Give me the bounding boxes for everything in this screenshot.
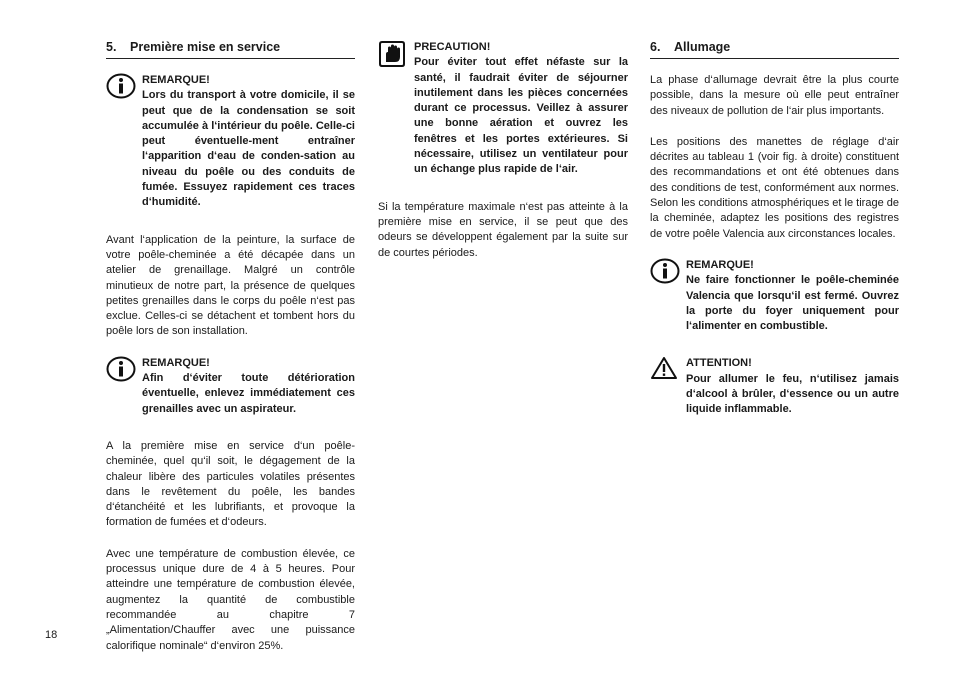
- paragraph-odours: Si la température maximale n‘est pas atteinte à la première mise en service, il se peut que des odeurs se développent également par la suite sur de courtes périodes.: [378, 200, 628, 259]
- note-text: Pour éviter tout effet néfaste sur la santé, il faudrait éviter de séjourner inutilement dans les pièces concernées durant ce processus. Veillez à assurer une bonne aération et ouvrez les fenêtres et les portes extérieures. Si nécessaire, utilisez un ventilateur pour un échange plus rapide de l‘air.: [414, 56, 628, 176]
- note-title: ATTENTION!: [686, 357, 752, 370]
- note-title: PRECAUTION!: [414, 41, 491, 53]
- precaution-note: [378, 40, 628, 178]
- note-text: Lors du transport à votre domicile, il se peut que de la condensation se soit accumulée à l‘intérieur du poêle. Celle-ci peut éventuelle-ment entraîner l‘apparition d‘eau de conden-sation au niveau du poêle ou des conduits de fumée. Essuyez rapidement ces traces d‘humidité.: [142, 89, 355, 209]
- hand-caution-icon: [378, 40, 414, 178]
- section-6-heading: [650, 40, 899, 59]
- column-3: [650, 40, 899, 440]
- paragraph-ignition-phase: La phase d‘allumage devrait être la plus courte possible, dans la mesure où elle peut entraîner des niveaux de pollution de l‘air plus importants.: [650, 74, 899, 117]
- note-title: REMARQUE!: [686, 258, 754, 271]
- section-5-heading: [106, 40, 355, 59]
- section-title: Allumage: [674, 40, 731, 54]
- info-icon: [106, 356, 142, 417]
- paragraph-first-use: A la première mise en service d‘un poêle-cheminée, quel qu‘il soit, le dégagement de la chaleur libère des particules volatiles présentes dans le revêtement du poêle, les bandes d‘étanchéité et les lubrifiants, et provoque la formation de fumées et d‘odeurs.: [106, 439, 355, 529]
- page-number: 18: [45, 629, 58, 641]
- info-icon: [650, 258, 686, 334]
- section-number: 5.: [106, 40, 117, 54]
- section-number: 6.: [650, 40, 661, 54]
- warning-triangle-icon: [650, 356, 686, 417]
- paragraph-air-settings: Les positions des manettes de réglage d‘air décrites au tableau 1 (voir fig. à droite) constituent des recommandations et ont été obtenues dans des conditions de test, conformément aux normes. Selon les conditions atmosphériques et le tirage de la cheminée, adaptez les positions des registres de votre poêle Valencia aux circonstances locales.: [650, 135, 899, 240]
- remark-note-condensation: [106, 73, 355, 211]
- attention-note: [650, 356, 899, 417]
- info-icon: [106, 73, 142, 211]
- note-title: REMARQUE!: [142, 74, 210, 86]
- remark-note-closed-door: [650, 258, 899, 334]
- note-text: Ne faire fonctionner le poêle-cheminée Valencia que lorsqu‘il est fermé. Ouvrez la porte du foyer uniquement pour l‘alimenter en combustible.: [686, 274, 899, 333]
- column-2: [378, 40, 628, 277]
- column-1: [106, 40, 355, 670]
- paragraph-combustion: Avec une température de combustion élevée, ce processus unique dure de 4 à 5 heures. Pour atteindre une température de combustion élevée, augmentez la quantité de combustible recommandée au chapitre 7 „Alimentation/Chauffer avec une puissance calorifique nominale“ d‘environ 25%.: [106, 547, 355, 652]
- paragraph-paint: Avant l‘application de la peinture, la surface de votre poêle-cheminée a été décapée dans un atelier de grenaillage. Malgré un contrôle minutieux de notre part, la présence de quelques petites grenailles dans le corps du poêle n‘est pas exclue. Celles-ci se détachent et tombent hors du poêle lors de son installation.: [106, 233, 355, 338]
- note-title: REMARQUE!: [142, 356, 210, 369]
- note-text: Afin d‘éviter toute détérioration éventuelle, enlevez immédiatement ces grenailles avec un aspirateur.: [142, 372, 355, 415]
- note-text: Pour allumer le feu, n‘utilisez jamais d‘alcool à brûler, d‘essence ou un autre liquide inflammable.: [686, 372, 899, 416]
- section-title: Première mise en service: [130, 40, 281, 54]
- remark-note-grenailles: [106, 356, 355, 417]
